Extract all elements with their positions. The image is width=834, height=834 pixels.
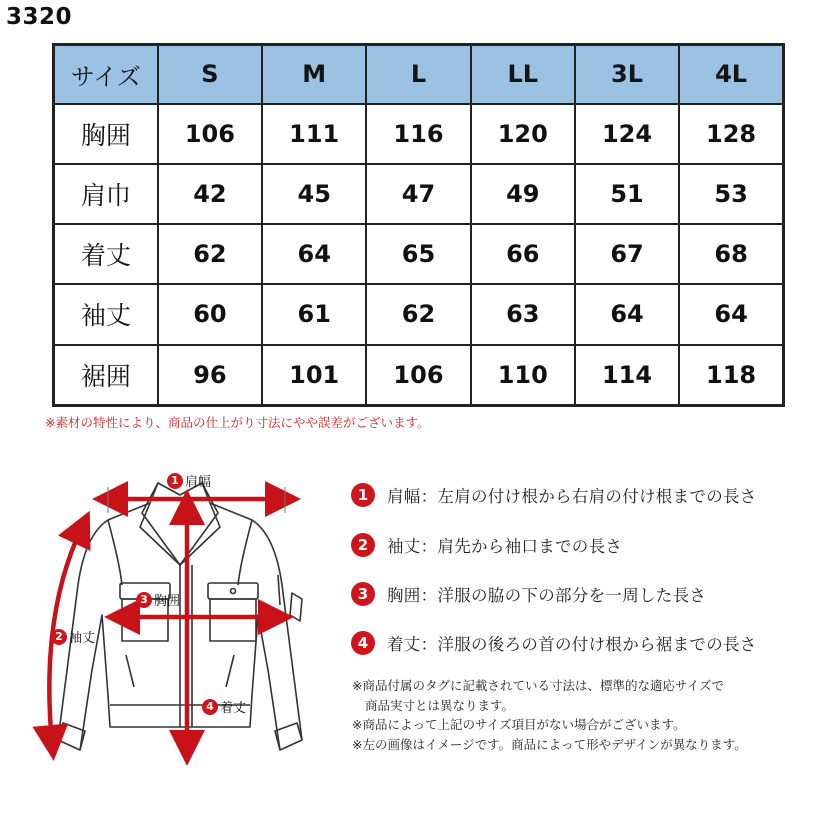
legend-item	[351, 630, 757, 656]
table-cell: 120	[471, 104, 575, 164]
legend-text: 胸囲：洋服の脇の下の部分を一周した長さ	[387, 586, 707, 605]
table-cell: 64	[679, 284, 783, 344]
row-label: 肩巾	[54, 164, 158, 224]
size-col-4l: 4L	[679, 45, 783, 104]
table-cell: 111	[262, 104, 366, 164]
table-cell: 110	[471, 345, 575, 406]
table-cell: 47	[366, 164, 470, 224]
table-row	[54, 104, 784, 164]
table-cell: 96	[158, 345, 262, 406]
table-cell: 124	[575, 104, 679, 164]
table-cell: 45	[262, 164, 366, 224]
footnote: ※商品付属のタグに記載されている寸法は、標準的な適応サイズで	[352, 678, 724, 693]
row-label: 着丈	[54, 224, 158, 284]
jacket-illustration	[30, 465, 330, 765]
footnote: ※左の画像はイメージです。商品によって形やデザインが異なります。	[352, 736, 747, 752]
row-label: 裾囲	[54, 345, 158, 406]
legend-item	[351, 482, 757, 508]
table-cell: 60	[158, 284, 262, 344]
table-cell: 49	[471, 164, 575, 224]
size-col-3l: 3L	[575, 45, 679, 104]
table-cell: 106	[158, 104, 262, 164]
size-corner-label: サイズ	[54, 45, 158, 104]
diagram-label-shoulder: 1 肩幅	[167, 471, 211, 490]
table-row	[54, 345, 784, 406]
number-badge-icon: 2	[351, 533, 375, 557]
size-col-s: S	[158, 45, 262, 104]
table-cell: 64	[262, 224, 366, 284]
legend-text: 着丈：洋服の後ろの首の付け根から裾までの長さ	[387, 635, 757, 654]
table-row	[54, 164, 784, 224]
table-cell: 128	[679, 104, 783, 164]
table-cell: 118	[679, 345, 783, 406]
table-row	[54, 284, 784, 344]
table-cell: 62	[366, 284, 470, 344]
size-table	[52, 43, 785, 407]
number-badge-icon: 4	[351, 631, 375, 655]
legend-text: 肩幅：左肩の付け根から右肩の付け根までの長さ	[387, 487, 757, 506]
table-cell: 68	[679, 224, 783, 284]
jacket-diagram	[30, 465, 330, 765]
table-cell: 65	[366, 224, 470, 284]
table-row	[54, 224, 784, 284]
number-badge-icon: 1	[351, 483, 375, 507]
table-cell: 66	[471, 224, 575, 284]
legend-item	[351, 532, 622, 558]
table-cell: 116	[366, 104, 470, 164]
table-cell: 63	[471, 284, 575, 344]
table-cell: 67	[575, 224, 679, 284]
diagram-label-chest: 3 胸囲	[136, 590, 180, 609]
size-col-ll: LL	[471, 45, 575, 104]
table-cell: 42	[158, 164, 262, 224]
row-label: 胸囲	[54, 104, 158, 164]
row-label: 袖丈	[54, 284, 158, 344]
table-cell: 53	[679, 164, 783, 224]
diagram-label-sleeve: 2 袖丈	[51, 627, 95, 646]
table-cell: 101	[262, 345, 366, 406]
footnote: 商品実寸とは異なります。	[365, 697, 515, 713]
table-cell: 106	[366, 345, 470, 406]
size-header-row	[54, 45, 784, 104]
table-cell: 61	[262, 284, 366, 344]
footnote: ※商品によって上記のサイズ項目がない場合がございます。	[352, 717, 686, 732]
model-number: 3320	[6, 4, 73, 30]
footnotes	[352, 676, 747, 754]
legend-item	[351, 581, 706, 607]
table-cell: 51	[575, 164, 679, 224]
tolerance-note: ※素材の特性により、商品の仕上がり寸法にやや誤差がございます。	[45, 415, 430, 430]
table-cell: 64	[575, 284, 679, 344]
table-cell: 114	[575, 345, 679, 406]
table-cell: 62	[158, 224, 262, 284]
size-col-m: M	[262, 45, 366, 104]
size-col-l: L	[366, 45, 470, 104]
number-badge-icon: 3	[351, 582, 375, 606]
legend-text: 袖丈：肩先から袖口までの長さ	[387, 537, 623, 556]
diagram-label-length: 4 着丈	[202, 697, 246, 716]
